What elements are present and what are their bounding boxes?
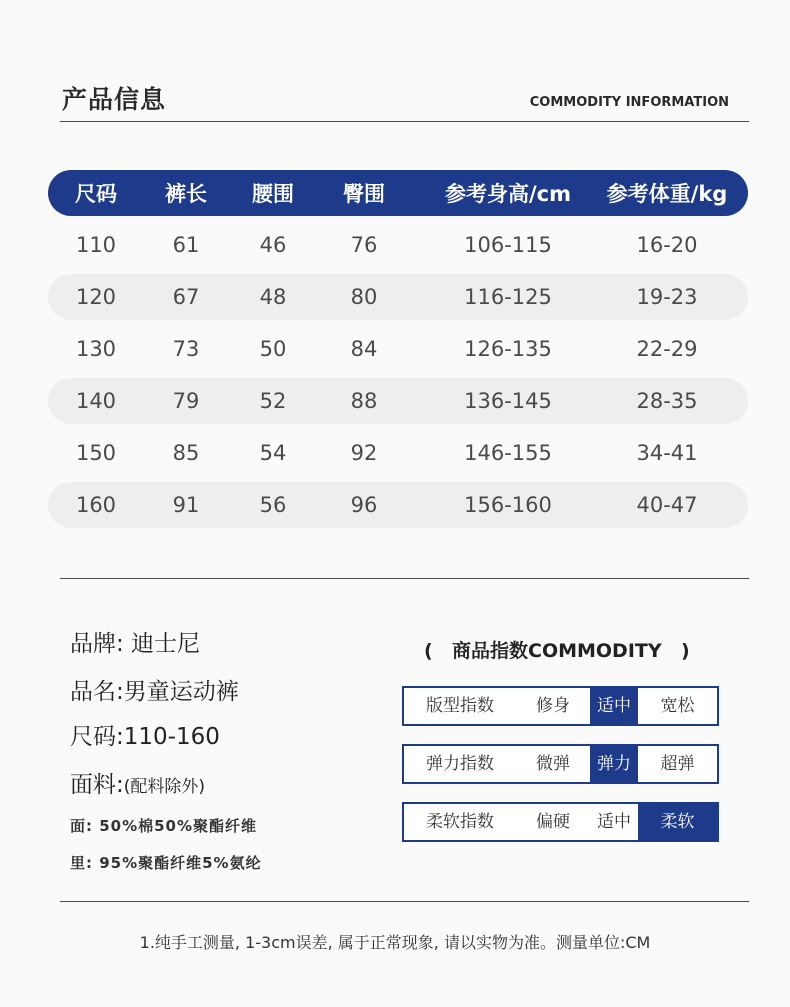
cell-waist: 50	[259, 337, 287, 361]
cell-size: 140	[75, 389, 117, 413]
page-title: 产品信息	[62, 85, 167, 114]
cell-height: 136-145	[464, 389, 552, 413]
index-option-selected: 柔软	[638, 804, 717, 840]
cell-size: 130	[75, 337, 117, 361]
lining-material-line: 里: 95%聚酯纤维5%氨纶	[70, 854, 262, 872]
index-option: 微弹	[536, 754, 570, 774]
index-option-selected: 适中	[590, 688, 638, 724]
cell-size: 120	[75, 285, 117, 309]
cell-weight: 40-47	[636, 493, 698, 517]
cell-weight: 16-20	[636, 233, 698, 257]
cell-size: 110	[75, 233, 117, 257]
softness-index-box	[402, 802, 719, 842]
cell-weight: 22-29	[636, 337, 698, 361]
index-title-text: 商品指数COMMODITY	[452, 640, 662, 662]
table-row	[48, 274, 748, 320]
commodity-index-title	[424, 636, 690, 663]
divider	[60, 578, 749, 579]
cell-height: 116-125	[464, 285, 552, 309]
divider	[60, 901, 749, 902]
cell-height: 146-155	[464, 441, 552, 465]
cell-hip: 84	[350, 337, 378, 361]
index-option: 超弹	[660, 754, 695, 774]
cell-waist: 52	[259, 389, 287, 413]
measurement-footnote: 1.纯手工测量, 1-3cm误差, 属于正常现象, 请以实物为准。测量单位:CM	[139, 933, 651, 952]
index-option: 修身	[536, 696, 570, 716]
cell-pants-length: 91	[172, 493, 200, 517]
index-label: 柔软指数	[426, 812, 494, 832]
cell-hip: 88	[350, 389, 378, 413]
size-table	[48, 170, 748, 528]
header-hip: 臀围	[343, 182, 385, 206]
table-row	[48, 222, 748, 268]
header-pants-length: 裤长	[165, 182, 207, 206]
fabric-line	[70, 766, 205, 799]
cell-waist: 56	[259, 493, 287, 517]
index-option: 适中	[597, 812, 631, 832]
cell-pants-length: 73	[172, 337, 200, 361]
divider	[60, 121, 749, 122]
header-waist: 腰围	[252, 182, 294, 206]
cell-waist: 48	[259, 285, 287, 309]
cell-hip: 76	[350, 233, 378, 257]
cell-hip: 92	[350, 441, 378, 465]
cell-hip: 96	[350, 493, 378, 517]
table-row	[48, 378, 748, 424]
close-paren: )	[680, 640, 690, 662]
fit-index-box	[402, 686, 719, 726]
index-label: 弹力指数	[426, 754, 494, 774]
cell-size: 160	[75, 493, 117, 517]
product-name-line: 品名:男童运动裤	[70, 679, 239, 705]
cell-weight: 19-23	[636, 285, 698, 309]
cell-hip: 80	[350, 285, 378, 309]
cell-waist: 46	[259, 233, 287, 257]
index-label: 版型指数	[426, 696, 494, 716]
index-option-selected: 弹力	[590, 746, 638, 782]
table-row	[48, 430, 748, 476]
fabric-note: (配料除外)	[123, 777, 206, 797]
size-range-line: 尺码:110-160	[70, 724, 220, 750]
table-header-row	[48, 170, 748, 216]
header-size: 尺码	[75, 182, 117, 206]
fabric-label: 面料:	[70, 772, 124, 798]
cell-weight: 28-35	[636, 389, 698, 413]
page-subtitle: COMMODITY INFORMATION	[529, 95, 729, 110]
outer-material-line: 面: 50%棉50%聚酯纤维	[70, 817, 258, 835]
cell-height: 156-160	[464, 493, 552, 517]
elasticity-index-box	[402, 744, 719, 784]
cell-size: 150	[75, 441, 117, 465]
index-option: 宽松	[660, 696, 695, 716]
cell-pants-length: 85	[172, 441, 200, 465]
header-height: 参考身高/cm	[445, 182, 571, 206]
cell-weight: 34-41	[636, 441, 698, 465]
brand-line: 品牌: 迪士尼	[70, 631, 201, 657]
cell-height: 106-115	[464, 233, 552, 257]
cell-waist: 54	[259, 441, 287, 465]
open-paren: (	[424, 640, 433, 662]
header-weight: 参考体重/kg	[606, 182, 728, 206]
index-option: 偏硬	[536, 812, 570, 832]
cell-pants-length: 67	[172, 285, 200, 309]
table-row	[48, 326, 748, 372]
cell-height: 126-135	[464, 337, 552, 361]
table-row	[48, 482, 748, 528]
cell-pants-length: 79	[172, 389, 200, 413]
cell-pants-length: 61	[172, 233, 200, 257]
